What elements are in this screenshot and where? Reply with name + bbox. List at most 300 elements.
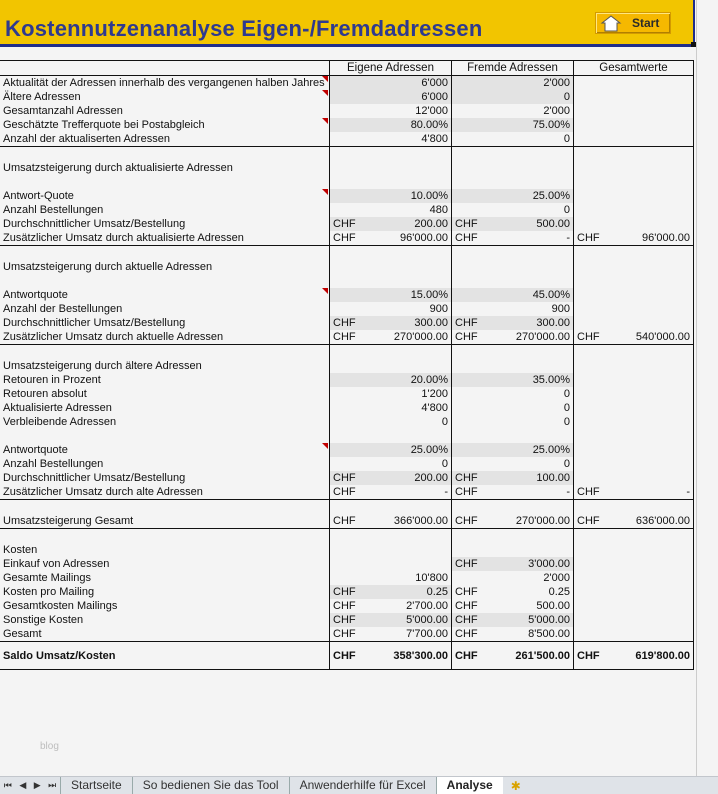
currency-label: CHF bbox=[455, 218, 478, 230]
cell-fremde[interactable] bbox=[451, 627, 573, 641]
row-label-text: Gesamtanzahl Adressen bbox=[3, 105, 123, 117]
table-row bbox=[0, 373, 694, 387]
table-row bbox=[0, 175, 694, 189]
row-label-text: Antwortquote bbox=[3, 444, 68, 456]
cell-value: 8'500.00 bbox=[528, 628, 570, 640]
comment-indicator-icon[interactable] bbox=[322, 443, 328, 449]
cell-gesamt[interactable] bbox=[573, 288, 694, 302]
table-row bbox=[0, 90, 694, 104]
row-label-text: Umsatzsteigerung Gesamt bbox=[3, 515, 134, 527]
currency-label: CHF bbox=[333, 628, 356, 640]
row-label bbox=[0, 132, 329, 146]
cell-eigene[interactable] bbox=[329, 132, 451, 146]
cell-fremde[interactable] bbox=[451, 557, 573, 571]
vertical-scroll-area[interactable] bbox=[696, 0, 718, 776]
header-blank bbox=[0, 61, 329, 75]
cell-fremde[interactable] bbox=[451, 345, 573, 359]
cell-gesamt[interactable] bbox=[573, 613, 694, 627]
cell-gesamt[interactable] bbox=[573, 373, 694, 387]
cell-gesamt[interactable] bbox=[573, 231, 694, 245]
cell-eigene[interactable] bbox=[329, 345, 451, 359]
cell-gesamt[interactable] bbox=[573, 557, 694, 571]
title-banner bbox=[0, 0, 695, 47]
cell-gesamt[interactable] bbox=[573, 429, 694, 443]
cell-fremde[interactable] bbox=[451, 529, 573, 543]
cell-fremde[interactable] bbox=[451, 274, 573, 288]
cell-gesamt[interactable] bbox=[573, 316, 694, 330]
row-label bbox=[0, 529, 329, 543]
cell-fremde[interactable] bbox=[451, 132, 573, 146]
table-row bbox=[0, 471, 694, 485]
column-header-eigene: Eigene Adressen bbox=[329, 61, 451, 75]
cell-eigene[interactable] bbox=[329, 189, 451, 203]
row-label bbox=[0, 387, 329, 401]
row-label-text: Kosten bbox=[3, 544, 38, 556]
cell-fremde[interactable] bbox=[451, 359, 573, 373]
row-label bbox=[0, 373, 329, 387]
cell-eigene[interactable] bbox=[329, 627, 451, 641]
cell-value: 35.00% bbox=[532, 374, 570, 386]
row-label-text: Anzahl Bestellungen bbox=[3, 458, 104, 470]
row-label-text: Gesamt bbox=[3, 628, 42, 640]
cell-fremde[interactable] bbox=[451, 373, 573, 387]
cell-eigene[interactable] bbox=[329, 217, 451, 231]
cell-fremde[interactable] bbox=[451, 401, 573, 415]
cell-value: 25.00% bbox=[532, 444, 570, 456]
currency-label: CHF bbox=[455, 628, 478, 640]
cell-gesamt[interactable] bbox=[573, 118, 694, 132]
currency-label: CHF bbox=[333, 600, 356, 612]
cell-gesamt[interactable] bbox=[573, 585, 694, 599]
cell-eigene[interactable] bbox=[329, 485, 451, 499]
row-label-text: Anzahl der Bestellungen bbox=[3, 303, 123, 315]
comment-indicator-icon[interactable] bbox=[322, 90, 328, 96]
cell-eigene[interactable] bbox=[329, 274, 451, 288]
cell-fremde[interactable] bbox=[451, 217, 573, 231]
cell-gesamt[interactable] bbox=[573, 175, 694, 189]
cell-value: 2'000 bbox=[543, 572, 570, 584]
tab-analyse[interactable]: Analyse bbox=[436, 777, 503, 794]
cell-fremde[interactable] bbox=[451, 500, 573, 514]
row-label bbox=[0, 217, 329, 231]
cell-fremde[interactable] bbox=[451, 429, 573, 443]
cell-value: 500.00 bbox=[536, 600, 570, 612]
cell-value: 2'700.00 bbox=[406, 600, 448, 612]
cell-value: - bbox=[686, 486, 690, 498]
row-label-text: Sonstige Kosten bbox=[3, 614, 84, 626]
table-row bbox=[0, 274, 694, 288]
row-label-text: Geschätzte Trefferquote bei Postabgleich bbox=[3, 119, 205, 131]
cell-value: 0 bbox=[563, 91, 570, 103]
cell-gesamt[interactable] bbox=[573, 260, 694, 274]
cell-gesamt[interactable] bbox=[573, 90, 694, 104]
cell-value: 0 bbox=[563, 416, 570, 428]
row-label-text: Umsatzsteigerung durch aktualisierte Adressen bbox=[3, 162, 233, 174]
table-row bbox=[0, 585, 694, 599]
cell-eigene[interactable] bbox=[329, 585, 451, 599]
cell-gesamt[interactable] bbox=[573, 415, 694, 429]
cell-eigene[interactable] bbox=[329, 642, 451, 669]
row-label bbox=[0, 471, 329, 485]
cell-value: 96'000.00 bbox=[400, 232, 448, 244]
cell-eigene[interactable] bbox=[329, 260, 451, 274]
table-row bbox=[0, 203, 694, 217]
cell-fremde[interactable] bbox=[451, 642, 573, 669]
cell-value: 270'000.00 bbox=[515, 515, 570, 527]
row-label-text: Verbleibende Adressen bbox=[3, 416, 117, 428]
cell-gesamt[interactable] bbox=[573, 627, 694, 641]
currency-label: CHF bbox=[333, 472, 356, 484]
currency-label: CHF bbox=[455, 586, 478, 598]
cell-fremde[interactable] bbox=[451, 585, 573, 599]
cell-value: 0 bbox=[563, 133, 570, 145]
currency-label: CHF bbox=[333, 218, 356, 230]
cell-value: 3'000.00 bbox=[528, 558, 570, 570]
cell-eigene[interactable] bbox=[329, 147, 451, 161]
table-row bbox=[0, 457, 694, 471]
page-title: Kostennutzenanalyse Eigen-/Fremdadressen bbox=[5, 16, 483, 41]
table-row bbox=[0, 543, 694, 557]
cell-eigene[interactable] bbox=[329, 471, 451, 485]
currency-label: CHF bbox=[333, 649, 356, 662]
row-label bbox=[0, 642, 329, 669]
table-row bbox=[0, 132, 694, 147]
table-row bbox=[0, 161, 694, 175]
cell-value: 10'800 bbox=[415, 572, 448, 584]
cell-fremde[interactable] bbox=[451, 543, 573, 557]
cell-fremde[interactable] bbox=[451, 415, 573, 429]
cell-eigene[interactable] bbox=[329, 571, 451, 585]
cell-fremde[interactable] bbox=[451, 571, 573, 585]
start-button[interactable] bbox=[595, 12, 671, 34]
comment-indicator-icon[interactable] bbox=[322, 118, 328, 124]
table-row bbox=[0, 316, 694, 330]
table-row bbox=[0, 330, 694, 345]
cell-eigene[interactable] bbox=[329, 76, 451, 90]
cell-eigene[interactable] bbox=[329, 443, 451, 457]
row-label bbox=[0, 260, 329, 274]
cell-fremde[interactable] bbox=[451, 613, 573, 627]
row-label bbox=[0, 246, 329, 260]
row-label-text: Saldo Umsatz/Kosten bbox=[3, 650, 116, 662]
cell-gesamt[interactable] bbox=[573, 387, 694, 401]
table-row bbox=[0, 246, 694, 260]
currency-label: CHF bbox=[455, 558, 478, 570]
row-label-text: Durchschnittlicher Umsatz/Bestellung bbox=[3, 317, 186, 329]
cell-value: 5'000.00 bbox=[528, 614, 570, 626]
cell-gesamt[interactable] bbox=[573, 571, 694, 585]
cell-gesamt[interactable] bbox=[573, 217, 694, 231]
watermark: blog bbox=[40, 741, 59, 752]
cell-eigene[interactable] bbox=[329, 514, 451, 528]
cell-fremde[interactable] bbox=[451, 161, 573, 175]
cell-value: 200.00 bbox=[414, 218, 448, 230]
cell-eigene[interactable] bbox=[329, 373, 451, 387]
row-label bbox=[0, 316, 329, 330]
table-row bbox=[0, 485, 694, 500]
cell-eigene[interactable] bbox=[329, 500, 451, 514]
cell-gesamt[interactable] bbox=[573, 471, 694, 485]
cell-value: 636'000.00 bbox=[635, 515, 690, 527]
cell-fremde[interactable] bbox=[451, 302, 573, 316]
cell-eigene[interactable] bbox=[329, 175, 451, 189]
row-label bbox=[0, 401, 329, 415]
cell-fremde[interactable] bbox=[451, 485, 573, 499]
cell-fremde[interactable] bbox=[451, 175, 573, 189]
cell-fremde[interactable] bbox=[451, 387, 573, 401]
cell-gesamt[interactable] bbox=[573, 132, 694, 146]
tab-bedienung[interactable]: So bedienen Sie das Tool bbox=[132, 777, 289, 794]
currency-label: CHF bbox=[455, 331, 478, 343]
cell-fremde[interactable] bbox=[451, 147, 573, 161]
cell-value: 100.00 bbox=[536, 472, 570, 484]
cell-value: 0.25 bbox=[426, 586, 448, 598]
row-label-text: Umsatzsteigerung durch aktuelle Adressen bbox=[3, 261, 213, 273]
comment-indicator-icon[interactable] bbox=[322, 189, 328, 195]
cell-fremde[interactable] bbox=[451, 189, 573, 203]
row-label bbox=[0, 118, 329, 132]
cell-value: 0 bbox=[563, 388, 570, 400]
cell-value: 200.00 bbox=[414, 472, 448, 484]
cell-gesamt[interactable] bbox=[573, 485, 694, 499]
cell-value: 5'000.00 bbox=[406, 614, 448, 626]
row-label bbox=[0, 345, 329, 359]
cell-value: 25.00% bbox=[410, 444, 448, 456]
table-row bbox=[0, 359, 694, 373]
cell-eigene[interactable] bbox=[329, 387, 451, 401]
cell-gesamt[interactable] bbox=[573, 246, 694, 260]
row-label bbox=[0, 330, 329, 344]
cell-fremde[interactable] bbox=[451, 471, 573, 485]
cell-value: 7'700.00 bbox=[406, 628, 448, 640]
cell-value: 270'000.00 bbox=[393, 331, 448, 343]
cell-eigene[interactable] bbox=[329, 415, 451, 429]
cell-fremde[interactable] bbox=[451, 260, 573, 274]
cell-eigene[interactable] bbox=[329, 613, 451, 627]
cell-eigene[interactable] bbox=[329, 231, 451, 245]
cell-gesamt[interactable] bbox=[573, 302, 694, 316]
comment-indicator-icon[interactable] bbox=[322, 76, 328, 82]
cell-fremde[interactable] bbox=[451, 90, 573, 104]
cell-fremde[interactable] bbox=[451, 203, 573, 217]
cell-gesamt[interactable] bbox=[573, 514, 694, 528]
cell-eigene[interactable] bbox=[329, 246, 451, 260]
cell-value: 0.25 bbox=[548, 586, 570, 598]
new-sheet-icon[interactable]: ✱ bbox=[510, 778, 521, 793]
cell-value: 2'000 bbox=[543, 105, 570, 117]
row-label-text: Zusätzlicher Umsatz durch aktuelle Adressen bbox=[3, 331, 224, 343]
cell-fremde[interactable] bbox=[451, 246, 573, 260]
cell-eigene[interactable] bbox=[329, 457, 451, 471]
cell-eigene[interactable] bbox=[329, 302, 451, 316]
cell-value: 10.00% bbox=[410, 190, 448, 202]
cell-gesamt[interactable] bbox=[573, 189, 694, 203]
cell-gesamt[interactable] bbox=[573, 203, 694, 217]
row-label-text: Anzahl der aktualiserten Adressen bbox=[3, 133, 170, 145]
cell-eigene[interactable] bbox=[329, 288, 451, 302]
cell-gesamt[interactable] bbox=[573, 529, 694, 543]
cell-value: 480 bbox=[429, 204, 448, 216]
cell-eigene[interactable] bbox=[329, 543, 451, 557]
table-row bbox=[0, 613, 694, 627]
cell-eigene[interactable] bbox=[329, 529, 451, 543]
currency-label: CHF bbox=[577, 331, 600, 343]
comment-indicator-icon[interactable] bbox=[322, 288, 328, 294]
row-label bbox=[0, 76, 329, 90]
cell-eigene[interactable] bbox=[329, 429, 451, 443]
cell-eigene[interactable] bbox=[329, 359, 451, 373]
currency-label: CHF bbox=[455, 649, 478, 662]
row-label bbox=[0, 288, 329, 302]
row-label bbox=[0, 274, 329, 288]
cell-fremde[interactable] bbox=[451, 330, 573, 344]
table-row bbox=[0, 642, 694, 670]
cell-eigene[interactable] bbox=[329, 118, 451, 132]
row-label-text: Retouren absolut bbox=[3, 388, 87, 400]
row-label bbox=[0, 147, 329, 161]
cell-fremde[interactable] bbox=[451, 104, 573, 118]
row-label bbox=[0, 429, 329, 443]
cell-value: 300.00 bbox=[536, 317, 570, 329]
tab-startseite[interactable]: Startseite bbox=[60, 777, 132, 794]
cell-fremde[interactable] bbox=[451, 316, 573, 330]
table-row bbox=[0, 514, 694, 529]
cell-eigene[interactable] bbox=[329, 330, 451, 344]
cell-gesamt[interactable] bbox=[573, 104, 694, 118]
table-row bbox=[0, 260, 694, 274]
cell-fremde[interactable] bbox=[451, 457, 573, 471]
cell-gesamt[interactable] bbox=[573, 500, 694, 514]
prev-sheet-icon[interactable]: ◀ bbox=[19, 780, 27, 790]
start-button-label: Start bbox=[632, 16, 660, 30]
currency-label: CHF bbox=[455, 472, 478, 484]
cell-gesamt[interactable] bbox=[573, 76, 694, 90]
currency-label: CHF bbox=[333, 614, 356, 626]
cell-gesamt[interactable] bbox=[573, 599, 694, 613]
column-header-fremde: Fremde Adressen bbox=[451, 61, 573, 75]
cell-eigene[interactable] bbox=[329, 401, 451, 415]
cell-value: 540'000.00 bbox=[635, 331, 690, 343]
row-label-text: Gesamtkosten Mailings bbox=[3, 600, 118, 612]
cell-eigene[interactable] bbox=[329, 104, 451, 118]
cell-fremde[interactable] bbox=[451, 231, 573, 245]
currency-label: CHF bbox=[333, 331, 356, 343]
analysis-table bbox=[0, 60, 694, 670]
row-label bbox=[0, 175, 329, 189]
row-label bbox=[0, 557, 329, 571]
cell-eigene[interactable] bbox=[329, 316, 451, 330]
currency-label: CHF bbox=[333, 515, 356, 527]
home-icon bbox=[600, 14, 622, 32]
tab-anwenderhilfe[interactable]: Anwenderhilfe für Excel bbox=[289, 777, 436, 794]
cell-gesamt[interactable] bbox=[573, 161, 694, 175]
row-label bbox=[0, 302, 329, 316]
row-label bbox=[0, 543, 329, 557]
cell-eigene[interactable] bbox=[329, 557, 451, 571]
currency-label: CHF bbox=[455, 317, 478, 329]
table-row bbox=[0, 387, 694, 401]
cell-value: 12'000 bbox=[415, 105, 448, 117]
cell-eigene[interactable] bbox=[329, 90, 451, 104]
last-sheet-icon[interactable]: ⏭ bbox=[48, 780, 57, 790]
first-sheet-icon[interactable]: ⏮ bbox=[3, 780, 12, 790]
cell-gesamt[interactable] bbox=[573, 274, 694, 288]
row-label-text: Antwortquote bbox=[3, 289, 68, 301]
currency-label: CHF bbox=[577, 515, 600, 527]
table-row bbox=[0, 627, 694, 642]
table-row bbox=[0, 345, 694, 359]
cell-value: 6'000 bbox=[421, 77, 448, 89]
row-label-text: Anzahl Bestellungen bbox=[3, 204, 104, 216]
cell-value: 75.00% bbox=[532, 119, 570, 131]
cell-gesamt[interactable] bbox=[573, 147, 694, 161]
row-label bbox=[0, 571, 329, 585]
table-row bbox=[0, 104, 694, 118]
cell-value: 4'800 bbox=[421, 402, 448, 414]
currency-label: CHF bbox=[455, 486, 478, 498]
cell-gesamt[interactable] bbox=[573, 330, 694, 344]
cell-value: 15.00% bbox=[410, 289, 448, 301]
table-row bbox=[0, 189, 694, 203]
row-label-text: Gesamte Mailings bbox=[3, 572, 92, 584]
row-label-text: Durchschnittlicher Umsatz/Bestellung bbox=[3, 472, 186, 484]
row-label-text: Retouren in Prozent bbox=[3, 374, 101, 386]
row-label bbox=[0, 627, 329, 641]
cell-value: 0 bbox=[441, 458, 448, 470]
row-label bbox=[0, 443, 329, 457]
row-label bbox=[0, 485, 329, 499]
table-row bbox=[0, 76, 694, 90]
cell-eigene[interactable] bbox=[329, 203, 451, 217]
table-row bbox=[0, 147, 694, 161]
cell-value: 0 bbox=[563, 458, 570, 470]
next-sheet-icon[interactable]: ▶ bbox=[33, 780, 41, 790]
cell-gesamt[interactable] bbox=[573, 642, 694, 669]
cell-value: 0 bbox=[563, 204, 570, 216]
cell-fremde[interactable] bbox=[451, 514, 573, 528]
currency-label: CHF bbox=[577, 649, 600, 662]
cell-gesamt[interactable] bbox=[573, 457, 694, 471]
cell-fremde[interactable] bbox=[451, 288, 573, 302]
cell-gesamt[interactable] bbox=[573, 359, 694, 373]
cell-fremde[interactable] bbox=[451, 118, 573, 132]
currency-label: CHF bbox=[577, 486, 600, 498]
cell-value: 4'800 bbox=[421, 133, 448, 145]
cell-eigene[interactable] bbox=[329, 599, 451, 613]
cell-value: - bbox=[444, 486, 448, 498]
table-row bbox=[0, 599, 694, 613]
cell-fremde[interactable] bbox=[451, 599, 573, 613]
table-row bbox=[0, 429, 694, 443]
row-label bbox=[0, 457, 329, 471]
currency-label: CHF bbox=[333, 232, 356, 244]
row-label bbox=[0, 585, 329, 599]
cell-gesamt[interactable] bbox=[573, 345, 694, 359]
row-label bbox=[0, 500, 329, 514]
cell-fremde[interactable] bbox=[451, 76, 573, 90]
table-row bbox=[0, 302, 694, 316]
sheet-nav bbox=[0, 780, 60, 791]
row-label bbox=[0, 599, 329, 613]
cell-gesamt[interactable] bbox=[573, 543, 694, 557]
cell-gesamt[interactable] bbox=[573, 401, 694, 415]
table-row bbox=[0, 557, 694, 571]
row-label bbox=[0, 613, 329, 627]
cell-gesamt[interactable] bbox=[573, 443, 694, 457]
cell-eigene[interactable] bbox=[329, 161, 451, 175]
cell-fremde[interactable] bbox=[451, 443, 573, 457]
row-label-text: Aktualität der Adressen innerhalb des vergangenen halben Jahres bbox=[3, 77, 325, 89]
